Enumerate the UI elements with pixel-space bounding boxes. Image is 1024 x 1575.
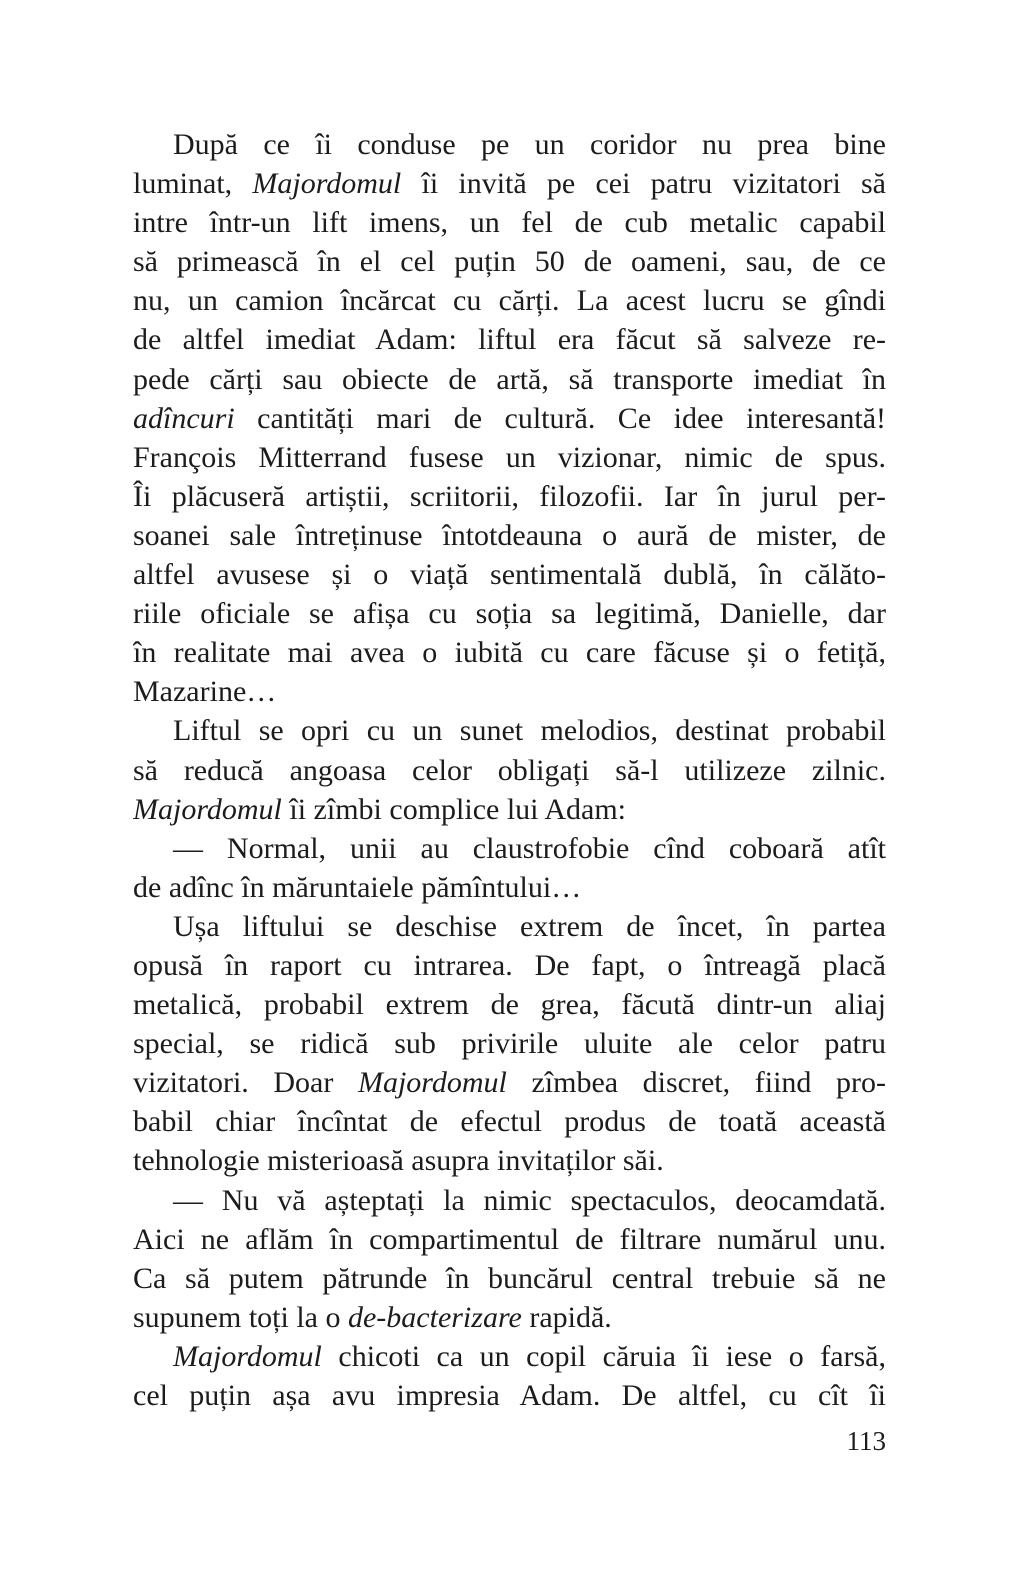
text-segment: Ușa liftului se deschise extrem de încet, în partea [173,909,886,943]
text-line [133,751,886,790]
text-line [133,399,886,438]
text-line [133,242,886,281]
text-segment: intre într-un lift imens, un fel de cub metalic capabil [133,206,886,240]
text-line [133,790,886,829]
text-segment: să reducă angoasa celor obligați să-l utilizeze zilnic. [133,753,886,787]
paragraph [133,1337,886,1415]
text-line [133,1181,886,1220]
text-line [133,1298,886,1337]
text-line [133,594,886,633]
paragraph [133,907,886,1181]
text-line [133,1063,886,1102]
text-line [133,203,886,242]
text-segment: tehnologie misterioasă asupra invitaților săi. [133,1144,664,1178]
text-segment: Ca să putem pătrunde în buncărul central trebuie să ne [133,1261,886,1295]
text-segment: altfel avusese și o viață sentimentală dublă, în călăto- [133,558,886,592]
text-line [133,868,886,907]
paragraph [133,125,886,711]
text-segment: îi invită pe cei patru vizitatori să [401,167,886,201]
text-line [133,1141,886,1180]
paragraph [133,711,886,828]
text-segment: îi zîmbi complice lui Adam: [281,792,626,826]
text-line [133,555,886,594]
emphasis-text: adîncuri [133,401,235,435]
text-segment: supunem toți la o [133,1300,348,1334]
text-segment: soanei sale întreținuse întotdeauna o aură de mister, de [133,518,886,552]
text-segment: François Mitterrand fusese un vizionar, nimic de spus. [133,440,886,474]
text-line [133,907,886,946]
text-line [133,985,886,1024]
paragraph [133,829,886,907]
emphasis-text: Majordomul [252,167,402,201]
text-segment: pede cărți sau obiecte de artă, să transporte imediat în [133,362,886,396]
text-segment: babil chiar încîntat de efectul produs de toată această [133,1105,886,1139]
text-segment: cel puțin așa avu impresia Adam. De altfel, cu cît îi [133,1379,886,1412]
text-line [133,320,886,359]
text-segment: Aici ne aflăm în compartimentul de filtrare numărul unu. [133,1222,886,1256]
text-segment: Liftul se opri cu un sunet melodios, destinat probabil [173,714,886,748]
text-segment: — Nu vă așteptați la nimic spectaculos, deocamdată. [173,1183,886,1217]
text-line [133,672,886,711]
text-segment: — Normal, unii au claustrofobie cînd coboară atît [173,831,886,865]
text-line [133,1376,886,1415]
paragraph [133,1181,886,1337]
emphasis-text: Majordomul [357,1066,507,1100]
text-segment: metalică, probabil extrem de grea, făcută dintr-un aliaj [133,988,886,1022]
text-line [133,1220,886,1259]
text-line [133,438,886,477]
text-line [133,125,886,164]
text-segment: luminat, [133,167,253,201]
text-segment: Îi plăcuseră artiștii, scriitorii, filozofii. Iar în jurul per- [133,479,886,513]
emphasis-text: Majordomul [133,792,282,826]
text-line [133,1259,886,1298]
text-segment: vizitatori. Doar [133,1066,358,1100]
page-number: 113 [846,1426,886,1456]
text-line [133,1102,886,1141]
text-segment: riile oficiale se afișa cu soția sa legitimă, Danielle, dar [133,597,886,631]
text-line [133,829,886,868]
text-segment: să primească în el cel puțin 50 de oameni, sau, de ce [133,245,886,279]
text-line [133,1337,886,1376]
text-line [133,164,886,203]
emphasis-text: de-bacterizare [347,1300,522,1334]
body-text [133,125,886,1415]
text-segment: cantități mari de cultură. Ce idee interesantă! [234,401,886,435]
text-line [133,360,886,399]
text-segment: de adînc în măruntaiele pămîntului… [133,870,582,904]
text-line [133,281,886,320]
text-line [133,946,886,985]
text-line [133,1024,886,1063]
text-segment: nu, un camion încărcat cu cărți. La acest lucru se gîndi [133,284,886,318]
text-segment: în realitate mai avea o iubită cu care făcuse și o fetiță, [133,636,886,670]
text-segment: rapidă. [521,1300,612,1334]
text-segment: Mazarine… [133,675,277,709]
text-line [133,711,886,750]
text-segment: chicoti ca un copil căruia îi iese o farsă, [321,1339,886,1373]
text-segment: zîmbea discret, fiind pro- [506,1066,886,1100]
text-segment: După ce îi conduse pe un coridor nu prea bine [173,128,886,161]
text-line [133,477,886,516]
text-line [133,516,886,555]
emphasis-text: Majordomul [173,1339,322,1373]
text-segment: de altfel imediat Adam: liftul era făcut să salveze re- [133,323,886,357]
text-segment: special, se ridică sub privirile uluite ale celor patru [133,1027,886,1061]
text-line [133,633,886,672]
text-segment: opusă în raport cu intrarea. De fapt, o întreagă placă [133,948,886,982]
